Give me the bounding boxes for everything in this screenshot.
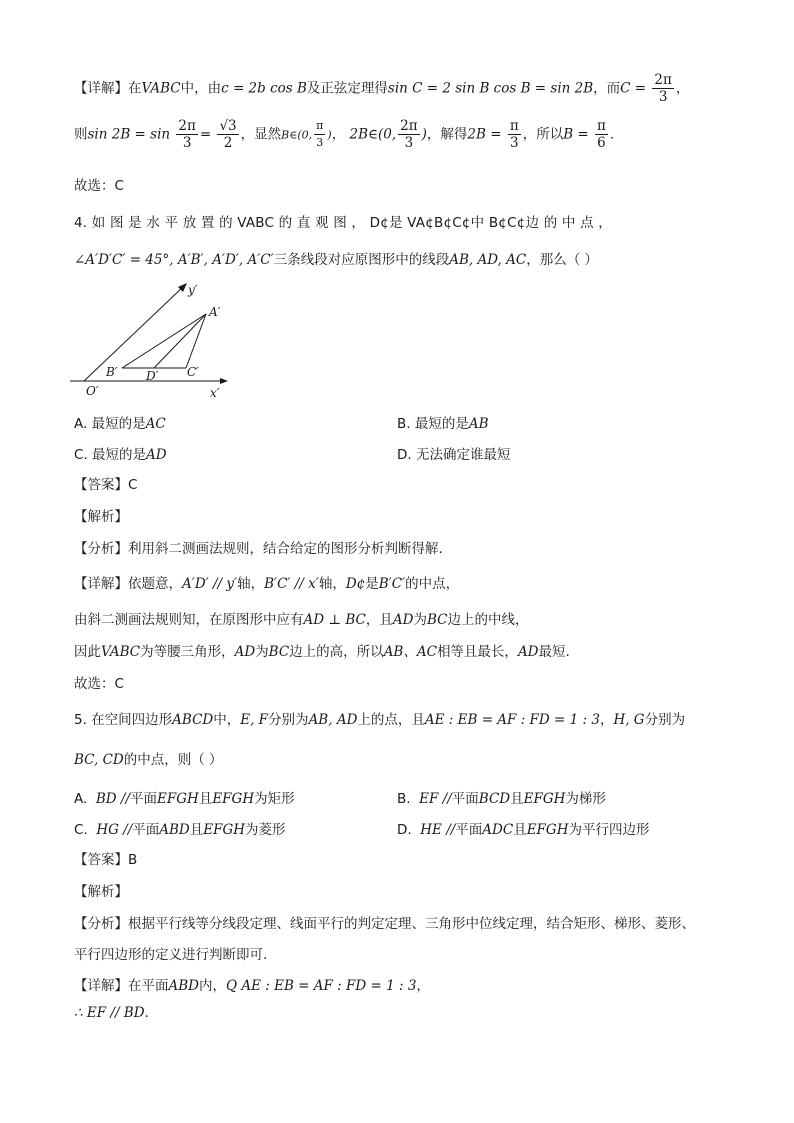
- q5-option-c: C. HG //平面ABD且EFGH为菱形: [74, 822, 286, 838]
- q4-fenxi: 【分析】利用斜二测画法规则，结合给定的图形分析判断得解.: [74, 541, 443, 557]
- segment-ab: [122, 314, 206, 368]
- label-b: B′: [106, 365, 118, 379]
- q5-analysis-tag: 【解析】: [74, 884, 128, 900]
- label-o: O′: [86, 384, 99, 398]
- q4-answer: 【答案】C: [74, 477, 138, 493]
- q5-answer: 【答案】B: [74, 852, 138, 868]
- frac-c: $\frac{2\pi}{3}$: [654, 72, 672, 105]
- q4-detail-line2: 由斜二测画法规则知，在原图形中应有AD ⊥ BC，且AD为BC边上的中线，: [74, 612, 529, 628]
- x-axis-arrow: [220, 378, 228, 384]
- q3-choose: 故选：C: [74, 178, 124, 194]
- q3-detail-line2: 则sin 2B = sin $\frac{2\pi}{3}$ = $\frac{√3}{2}$ ，显然B∈(0, $\frac{\pi}{3}$ )， 2B∈(0, $\frac{2\pi}{3}$ )，解得2B = $\frac{\pi}{3}$ ，所以B = $\frac{\pi}{6}$ .: [74, 118, 615, 151]
- q4-option-d: D. 无法确定谁最短: [397, 447, 511, 463]
- q3-detail-line1: 【详解】在VABC中，由c = 2b cos B及正弦定理得sin C = 2 sin B cos B = sin 2B，而C = $\frac{2\pi}{3}$ ，: [74, 72, 690, 105]
- q4-stem-line2: ∠A′D′C′ = 45°, A′B′, A′D′, A′C′三条线段对应原图形中的线段AB, AD, AC，那么（ ）: [74, 252, 599, 268]
- q4-option-b: B. 最短的是AB: [397, 416, 489, 432]
- q4-option-c: C. 最短的是AD: [74, 447, 167, 463]
- label-d: D′: [146, 369, 159, 383]
- y-axis: [84, 286, 184, 381]
- q5-option-a: A. BD //平面EFGH且EFGH为矩形: [74, 791, 295, 807]
- segment-ad: [154, 314, 206, 368]
- frac-root: $\frac{√3}{2}$: [219, 118, 237, 151]
- segment-ac: [186, 314, 206, 368]
- q4-detail-line1: 【详解】依题意，A′D′ // y′轴，B′C′ // x′轴，D¢是B′C′的中点，: [74, 576, 460, 592]
- q5-stem-line2: BC, CD的中点，则（ ）: [74, 752, 223, 768]
- q5-fenxi-line2: 平行四边形的定义进行判断即可.: [74, 947, 268, 963]
- math-triangle: VABC: [141, 80, 181, 97]
- q4-detail-line3: 因此VABC为等腰三角形，AD为BC边上的高，所以AB、AC相等且最长，AD最短.: [74, 644, 570, 660]
- q5-detail-line2: ∴ EF // BD.: [74, 1005, 149, 1021]
- label-a: A′: [209, 305, 221, 319]
- q4-stem-line1: 4. 如 图 是 水 平 放 置 的 VABC 的 直 观 图 ， D¢是 VA¢B¢C¢中 B¢C¢边 的 中 点 ，: [74, 215, 612, 231]
- math-eq2: sin C = 2 sin B cos B = sin 2B: [387, 80, 594, 97]
- label-x: x′: [210, 386, 220, 400]
- q4-analysis-tag: 【解析】: [74, 509, 128, 525]
- q5-fenxi-line1: 【分析】根据平行线等分线段定理、线面平行的判定定理、三角形中位线定理，结合矩形、梯形、菱形、: [74, 916, 695, 932]
- math-eq1: c = 2b cos B: [221, 80, 307, 97]
- oblique-projection-figure: [70, 280, 230, 402]
- label-y: y′: [188, 283, 198, 297]
- frac-sin: $\frac{2\pi}{3}$: [178, 118, 196, 151]
- q5-stem-line1: 5. 在空间四边形ABCD中，E, F分别为AB, AD上的点，且AE : EB = AF : FD = 1 : 3，H, G分别为: [74, 712, 686, 728]
- q4-choose: 故选：C: [74, 676, 124, 692]
- detail-tag: 【详解】: [74, 80, 128, 97]
- q5-detail-line1: 【详解】在平面ABD内，Q AE : EB = AF : FD = 1 : 3，: [74, 978, 430, 994]
- q5-option-b: B. EF //平面BCD且EFGH为梯形: [397, 791, 606, 807]
- q4-option-a: A. 最短的是AC: [74, 416, 166, 432]
- q5-option-d: D. HE //平面ADC且EFGH为平行四边形: [397, 822, 650, 838]
- label-c: C′: [187, 365, 199, 379]
